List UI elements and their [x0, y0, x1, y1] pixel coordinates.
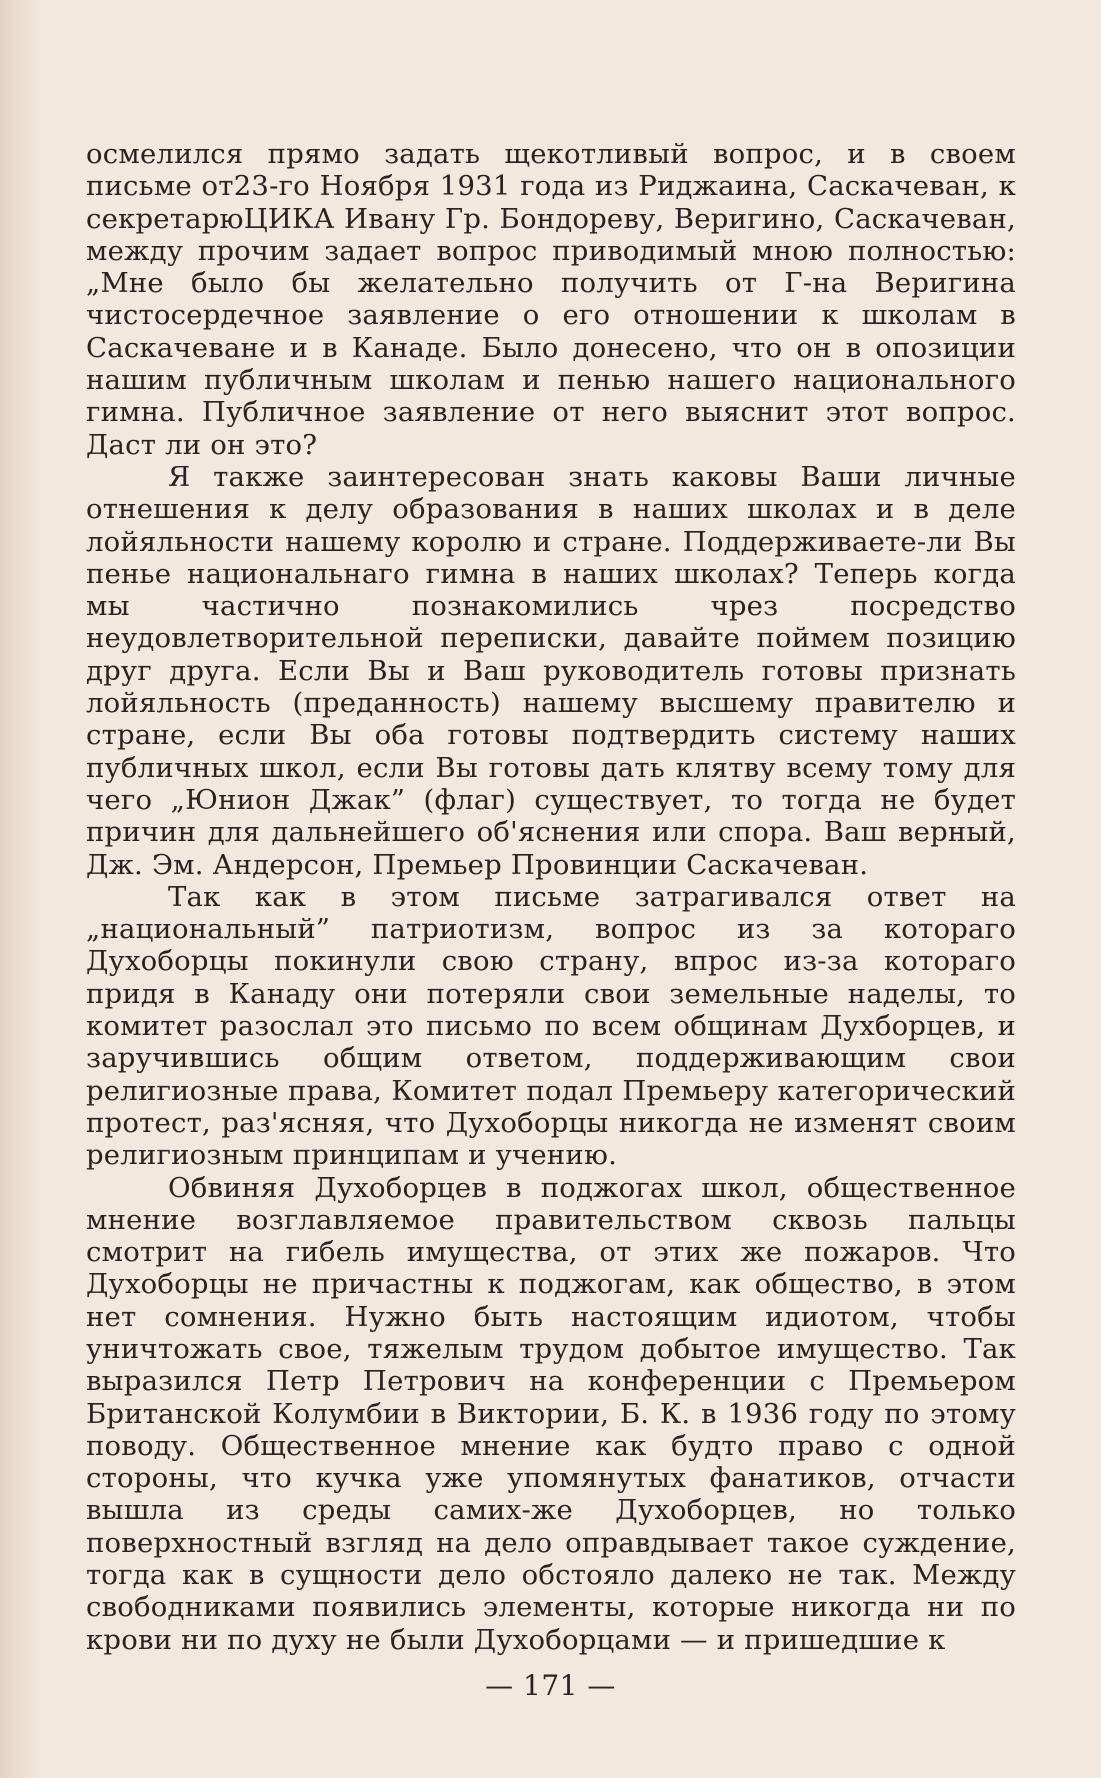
page-number: — 171 —	[485, 1669, 616, 1702]
paragraph-1: осмелился прямо задать щекотливый вопрос, и в своем письме от23-го Ноября 1931 года из Риджаина, Саскачеван, к секретарюЦИКА Ивану Гр. Бондореву, Веригино, Саскачеван, между прочим задает вопрос приводимый мною полностью: „Мне было бы желательно получить от Г-на Веригина чистосердечное заявление о его отношении к школам в Саскачеване и в Канаде. Было донесено, что он в опозиции нашим публичным школам и пенью нашего национального гимна. Публичное заявление от него выяснит этот вопрос. Даст ли он это?	[86, 138, 1016, 461]
paragraph-3: Так как в этом письме затрагивался ответ на „национальный” патриотизм, вопрос из за котораго Духоборцы покинули свою страну, впрос из-за котораго придя в Канаду они потеряли свои земельные наделы, то комитет разослал это письмо по всем общинам Духборцев, и заручившись общим ответом, поддерживающим свои религиозные права, Комитет подал Премьеру категорический протест, раз'ясняя, что Духоборцы никогда не изменят своим религиозным принципам и учению.	[86, 880, 1016, 1172]
body-text	[86, 138, 1016, 1656]
paragraph-2: Я также заинтересован знать каковы Ваши личные отнешения к делу образования в наших школах и в деле лойяльности нашему королю и стране. Поддерживаете-ли Вы пенье национальнаго гимна в наших школах? Теперь когда мы частично познакомились чрез посредство неудовлетворительной переписки, давайте поймем позицию друг друга. Если Вы и Ваш руководитель готовы признать лойяльность (преданность) нашему высшему правителю и стране, если Вы оба готовы подтвердить систему наших публичных школ, если Вы готовы дать клятву всему тому для чего „Юнион Джак” (флаг) существует, то тогда не будет причин для дальнейшего об'яснения или спора. Ваш верный, Дж. Эм. Андерсон, Премьер Провинции Саскачеван.	[86, 460, 1016, 881]
paragraph-4: Обвиняя Духоборцев в поджогах школ, общественное мнение возглавляемое правительством сквозь пальцы смотрит на гибель имущества, от этих же пожаров. Что Духоборцы не причастны к поджогам, как общество, в этом нет сомнения. Нужно быть настоящим идиотом, чтобы уничтожать свое, тяжелым трудом добытое имущество. Так выразился Петр Петрович на конференции с Премьером Британской Колумбии в Виктории, Б. К. в 1936 году по этому поводу. Общественное мнение как будто право с одной стороны, что кучка уже упомянутых фанатиков, отчасти вышла из среды самих-же Духоборцев, но только поверхностный взгляд на дело оправдывает такое суждение, тогда как в сущности дело обстояло далеко не так. Между свободниками появились элементы, которые никогда ни по крови ни по духу не были Духоборцами — и пришедшие к	[86, 1171, 1016, 1656]
